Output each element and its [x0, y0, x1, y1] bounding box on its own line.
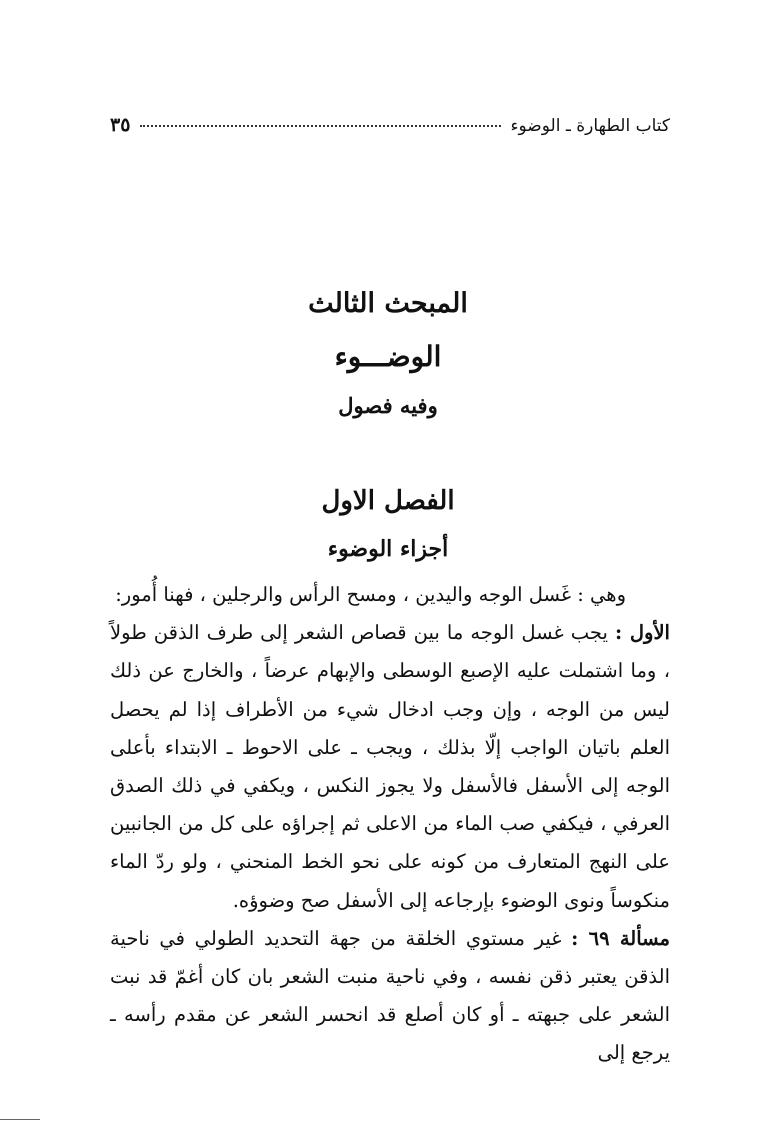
- first-paragraph: [110, 614, 670, 920]
- page-number: ٣٥: [110, 114, 131, 136]
- first-lead: الأول :: [615, 621, 670, 645]
- chapter-subtitle: أجزاء الوضوء: [327, 536, 449, 562]
- section-subtitle: وفيه فصول: [338, 393, 438, 418]
- footer-rule: [0, 1119, 40, 1120]
- running-header: [110, 114, 670, 142]
- masala-text: غير مستوي الخلقة من جهة التحديد الطولي في ناحية الذقن يعتبر ذقن نفسه ، وفي ناحية منبت الشعر بان كان أغمّ قد نبت الشعر على جبهته ـ أو كان أصلع قد انحسر الشعر عن مقدم رأسه ـ يرجع إلى: [110, 926, 670, 1065]
- masala-paragraph: [110, 920, 670, 1073]
- topic-heading: الوضـــوء: [334, 340, 442, 373]
- body-text: [110, 576, 670, 1073]
- chapter-heading: الفصل الاول: [321, 486, 455, 516]
- intro-paragraph: وهي : غَسل الوجه واليدين ، ومسح الرأس والرجلين ، فهنا أُمور:: [115, 583, 626, 606]
- section-heading: المبحث الثالث: [308, 288, 468, 319]
- masala-lead: مسألة ٦٩ :: [571, 926, 671, 950]
- running-header-title: كتاب الطهارة ـ الوضوء: [510, 116, 670, 136]
- first-text: يجب غسل الوجه ما بين قصاص الشعر إلى طرف الذقن طولاً ، وما اشتملت عليه الإصبع الوسطى والإبهام عرضاً ، والخارج عن ذلك ليس من الوجه ، وإن وجب ادخال شيء من الأطراف إذا لم يحصل العلم باتيان الواجب إلّا بذلك ، ويجب ـ على الاحوط ـ الابتداء بأعلى الوجه إلى الأسفل فالأسفل ولا يجوز النكس ، ويكفي في ذلك الصدق العرفي ، فيكفي صب الماء من الاعلى ثم إجراؤه على كل من الجانبين على النهج المتعارف من كونه على نحو الخط المنحني ، ولو ردّ الماء منكوساً ونوى الوضوء بإرجاعه إلى الأسفل صح وضوؤه.: [110, 621, 670, 912]
- dot-leader: [140, 125, 500, 127]
